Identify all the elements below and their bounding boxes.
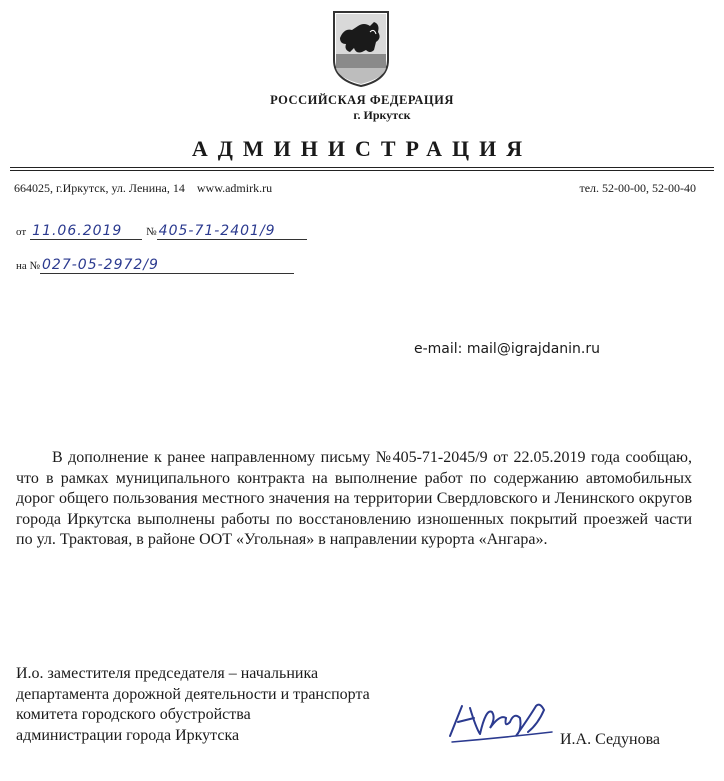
position-line: департамента дорожной деятельности и транспорта bbox=[16, 685, 370, 703]
number-handwritten: 405-71-2401/9 bbox=[158, 223, 276, 239]
position-line: администрации города Иркутска bbox=[16, 726, 240, 744]
outgoing-reference bbox=[16, 222, 307, 240]
reply-number-handwritten: 027-05-2972/9 bbox=[42, 257, 159, 273]
date-field bbox=[30, 223, 142, 240]
position-line: комитета городского обустройства bbox=[16, 706, 251, 723]
date-handwritten: 11.06.2019 bbox=[32, 223, 123, 239]
letter-body: В дополнение к ранее направленному письму №405-71-2045/9 от 22.05.2019 года сообщаю, что в рамках муниципального контракта на выполнение работ по содержанию автомобильных дорог общего пользования местного значения на территории Свердловского и Ленинского округов города Иркутска выполнены работы по восстановлению изношенных покрытий проезжей части по ул. Трактовая, в районе ООТ «Угольная» в направлении курорта «Ангара». bbox=[16, 449, 692, 548]
signatory-position bbox=[16, 664, 370, 746]
letterhead-contacts bbox=[14, 181, 272, 196]
reply-label: на № bbox=[16, 260, 41, 272]
signatory-name: И.А. Седунова bbox=[560, 731, 661, 748]
letterhead-address: 664025, г.Иркутск, ул. Ленина, 14 bbox=[14, 181, 185, 195]
reply-field bbox=[40, 257, 294, 274]
handwritten-signature bbox=[440, 688, 560, 748]
letterhead-website: www.admirk.ru bbox=[196, 181, 273, 195]
letterhead-divider bbox=[10, 167, 714, 168]
incoming-reference bbox=[16, 256, 294, 274]
number-field bbox=[157, 223, 307, 240]
letterhead-phone: тел. 52-00-00, 52-00-40 bbox=[579, 181, 696, 195]
date-label: от bbox=[16, 226, 27, 238]
letterhead-organization: АДМИНИСТРАЦИЯ bbox=[191, 136, 533, 161]
position-line: И.о. заместителя председателя – начальника bbox=[16, 665, 319, 682]
letterhead-city: г. Иркутск bbox=[353, 108, 411, 122]
recipient-email: e-mail: mail@igrajdanin.ru bbox=[414, 341, 601, 357]
number-label: № bbox=[146, 226, 157, 238]
letterhead-divider bbox=[10, 170, 714, 171]
city-coat-of-arms-emblem bbox=[330, 8, 392, 88]
letterhead-country: РОССИЙСКАЯ ФЕДЕРАЦИЯ bbox=[270, 93, 454, 107]
